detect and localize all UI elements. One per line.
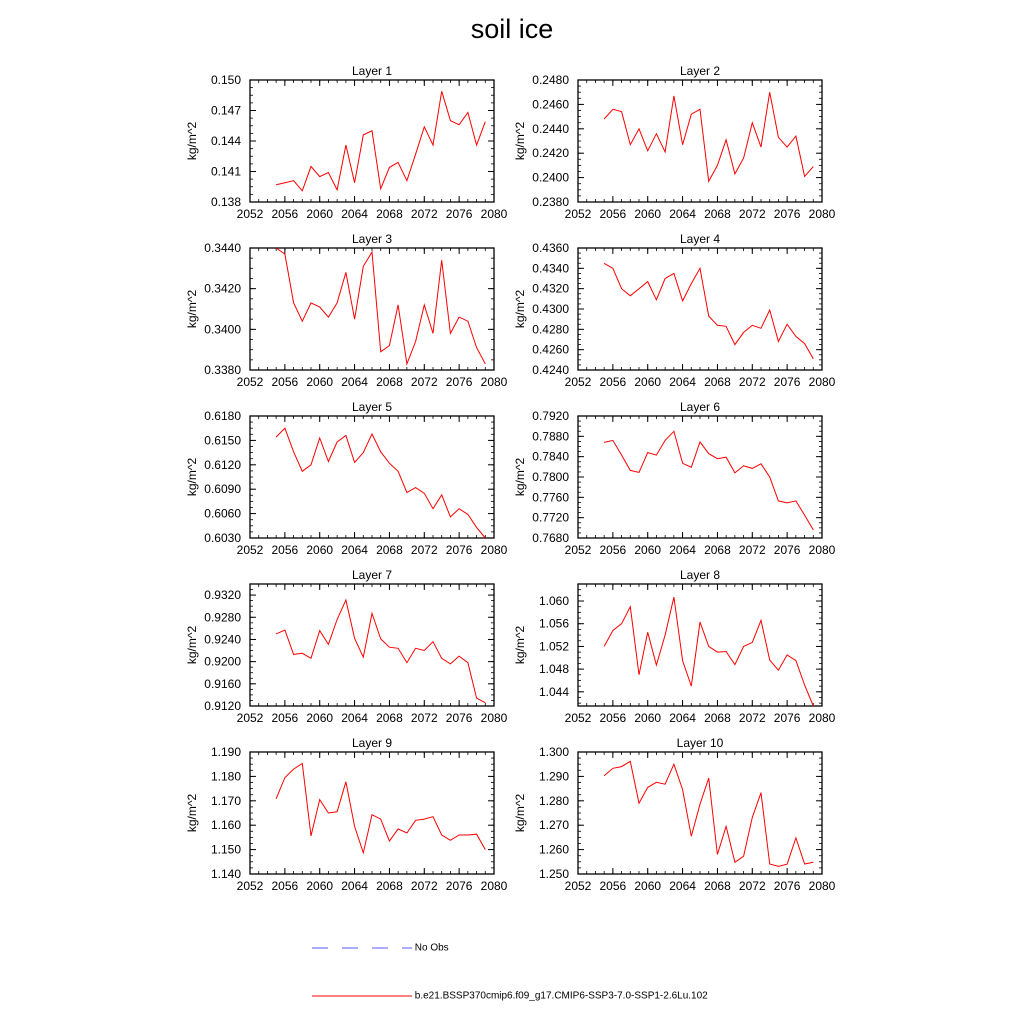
legend-obs-label: No Obs bbox=[414, 942, 449, 954]
y-tick-label: 0.6180 bbox=[204, 409, 241, 423]
y-tick-label: 0.2380 bbox=[532, 195, 569, 209]
x-tick-label: 2052 bbox=[564, 375, 592, 389]
series-line bbox=[604, 431, 813, 530]
y-tick-label: 0.4360 bbox=[532, 241, 569, 255]
y-tick-label: 1.060 bbox=[538, 594, 569, 609]
x-tick-label: 2060 bbox=[306, 207, 334, 221]
plot-frame bbox=[250, 752, 494, 874]
y-axis-label: kg/m^2 bbox=[185, 289, 199, 329]
x-tick-label: 2076 bbox=[445, 375, 473, 389]
x-tick-label: 2064 bbox=[669, 879, 696, 893]
y-tick-label: 0.141 bbox=[210, 164, 241, 179]
y-axis-label: kg/m^2 bbox=[185, 121, 199, 161]
x-tick-label: 2052 bbox=[236, 207, 264, 221]
series-line bbox=[276, 428, 485, 538]
panel-title: Layer 1 bbox=[351, 64, 393, 78]
x-tick-label: 2052 bbox=[236, 543, 264, 557]
y-tick-label: 0.3440 bbox=[204, 241, 241, 255]
x-tick-label: 2068 bbox=[704, 375, 731, 389]
x-tick-label: 2076 bbox=[773, 207, 801, 221]
x-tick-label: 2052 bbox=[564, 543, 592, 557]
x-tick-label: 2064 bbox=[669, 375, 696, 389]
x-tick-label: 2068 bbox=[704, 711, 731, 725]
panel-title: Layer 2 bbox=[679, 64, 721, 78]
x-tick-label: 2068 bbox=[704, 207, 731, 221]
y-tick-label: 0.150 bbox=[210, 73, 241, 87]
x-tick-label: 2068 bbox=[704, 543, 731, 557]
y-axis-label: kg/m^2 bbox=[513, 793, 527, 833]
panel-3 bbox=[185, 232, 508, 389]
y-tick-label: 0.2440 bbox=[532, 121, 569, 136]
x-tick-label: 2080 bbox=[480, 375, 508, 389]
panel-title: Layer 8 bbox=[679, 568, 721, 582]
y-tick-label: 0.9320 bbox=[204, 588, 241, 603]
x-tick-label: 2056 bbox=[599, 207, 627, 221]
y-tick-label: 0.2400 bbox=[532, 170, 569, 185]
x-tick-label: 2064 bbox=[669, 711, 696, 725]
x-tick-label: 2052 bbox=[564, 207, 592, 221]
x-tick-label: 2064 bbox=[341, 375, 368, 389]
y-tick-label: 1.140 bbox=[210, 867, 241, 881]
x-tick-label: 2072 bbox=[738, 711, 766, 725]
series-line bbox=[604, 761, 813, 866]
x-tick-label: 2076 bbox=[773, 711, 801, 725]
y-tick-label: 1.270 bbox=[538, 818, 569, 833]
y-axis-label: kg/m^2 bbox=[185, 457, 199, 497]
panel-6 bbox=[513, 400, 836, 557]
y-tick-label: 1.260 bbox=[538, 842, 569, 857]
plot-frame bbox=[578, 584, 822, 706]
x-tick-label: 2076 bbox=[773, 375, 801, 389]
y-tick-label: 0.144 bbox=[210, 134, 241, 148]
x-tick-label: 2056 bbox=[271, 711, 299, 725]
y-tick-label: 1.290 bbox=[538, 769, 569, 784]
y-tick-label: 1.250 bbox=[538, 867, 569, 881]
y-tick-label: 0.4300 bbox=[532, 302, 569, 316]
figure-title: soil ice bbox=[470, 14, 554, 44]
x-tick-label: 2056 bbox=[599, 711, 627, 725]
x-tick-label: 2060 bbox=[634, 879, 662, 893]
x-tick-label: 2060 bbox=[306, 543, 334, 557]
plot-frame bbox=[578, 248, 822, 370]
plot-frame bbox=[578, 416, 822, 538]
x-tick-label: 2080 bbox=[808, 711, 836, 725]
x-tick-label: 2068 bbox=[376, 711, 403, 725]
x-tick-label: 2064 bbox=[669, 543, 696, 557]
x-tick-label: 2064 bbox=[341, 543, 368, 557]
legend-obs-line bbox=[312, 942, 412, 954]
plot-frame bbox=[578, 752, 822, 874]
x-tick-label: 2076 bbox=[445, 543, 473, 557]
panel-5 bbox=[185, 400, 508, 557]
y-tick-label: 1.190 bbox=[210, 745, 241, 759]
x-tick-label: 2060 bbox=[634, 543, 662, 557]
panel-2 bbox=[513, 64, 836, 221]
x-tick-label: 2080 bbox=[808, 207, 836, 221]
x-tick-label: 2076 bbox=[445, 879, 473, 893]
series-line bbox=[604, 597, 813, 706]
y-axis-label: kg/m^2 bbox=[513, 457, 527, 497]
y-tick-label: 0.6060 bbox=[204, 506, 241, 521]
y-axis-label: kg/m^2 bbox=[513, 289, 527, 329]
y-axis-label: kg/m^2 bbox=[185, 625, 199, 665]
y-tick-label: 0.4320 bbox=[532, 281, 569, 296]
panel-9 bbox=[185, 736, 508, 893]
x-tick-label: 2072 bbox=[410, 711, 438, 725]
x-tick-label: 2068 bbox=[704, 879, 731, 893]
y-tick-label: 0.9160 bbox=[204, 676, 241, 691]
y-tick-label: 0.6030 bbox=[204, 531, 241, 545]
x-tick-label: 2080 bbox=[480, 879, 508, 893]
series-line bbox=[276, 248, 485, 364]
panel-title: Layer 9 bbox=[351, 736, 393, 750]
x-tick-label: 2080 bbox=[480, 207, 508, 221]
x-tick-label: 2072 bbox=[410, 375, 438, 389]
panel-4 bbox=[513, 232, 836, 389]
panel-title: Layer 10 bbox=[676, 736, 724, 750]
x-tick-label: 2056 bbox=[271, 543, 299, 557]
x-tick-label: 2072 bbox=[738, 543, 766, 557]
x-tick-label: 2072 bbox=[410, 879, 438, 893]
y-tick-label: 1.052 bbox=[538, 639, 569, 654]
x-tick-label: 2056 bbox=[599, 375, 627, 389]
x-tick-label: 2056 bbox=[271, 879, 299, 893]
y-tick-label: 0.7880 bbox=[532, 429, 569, 444]
x-tick-label: 2068 bbox=[376, 879, 403, 893]
x-tick-label: 2072 bbox=[738, 207, 766, 221]
x-tick-label: 2076 bbox=[445, 207, 473, 221]
x-tick-label: 2076 bbox=[773, 879, 801, 893]
y-tick-label: 1.170 bbox=[210, 793, 241, 808]
y-tick-label: 0.7840 bbox=[532, 449, 569, 464]
y-tick-label: 0.7800 bbox=[532, 470, 569, 484]
y-tick-label: 0.4280 bbox=[532, 322, 569, 337]
y-tick-label: 0.9280 bbox=[204, 610, 241, 625]
series-line bbox=[604, 92, 813, 181]
y-tick-label: 0.3400 bbox=[204, 322, 241, 337]
series-line bbox=[604, 263, 813, 359]
x-tick-label: 2052 bbox=[236, 879, 264, 893]
y-tick-label: 0.6150 bbox=[204, 433, 241, 448]
y-tick-label: 1.056 bbox=[538, 616, 569, 631]
panel-10 bbox=[513, 736, 836, 893]
y-tick-label: 0.6090 bbox=[204, 482, 241, 497]
y-tick-label: 0.4340 bbox=[532, 261, 569, 276]
y-tick-label: 0.2460 bbox=[532, 97, 569, 112]
panel-1 bbox=[185, 64, 508, 221]
x-tick-label: 2076 bbox=[773, 543, 801, 557]
x-tick-label: 2068 bbox=[376, 543, 403, 557]
y-tick-label: 0.7720 bbox=[532, 510, 569, 525]
y-tick-label: 0.4260 bbox=[532, 342, 569, 357]
y-tick-label: 0.7920 bbox=[532, 409, 569, 423]
x-tick-label: 2052 bbox=[564, 879, 592, 893]
panel-title: Layer 3 bbox=[351, 232, 393, 246]
panel-8 bbox=[513, 568, 836, 725]
legend-model-label: b.e21.BSSP370cmip6.f09_g17.CMIP6-SSP3-7.0-SSP1-2.6Lu.102 bbox=[414, 990, 708, 1002]
x-tick-label: 2060 bbox=[634, 207, 662, 221]
y-tick-label: 0.4240 bbox=[532, 363, 569, 377]
legend-obs bbox=[312, 942, 449, 954]
x-tick-label: 2060 bbox=[634, 375, 662, 389]
y-tick-label: 0.147 bbox=[210, 103, 241, 118]
y-tick-label: 0.9120 bbox=[204, 699, 241, 713]
x-tick-label: 2072 bbox=[410, 543, 438, 557]
x-tick-label: 2072 bbox=[738, 375, 766, 389]
panel-7 bbox=[185, 568, 508, 725]
legend-model-line bbox=[312, 990, 412, 1002]
y-tick-label: 0.6120 bbox=[204, 457, 241, 472]
x-tick-label: 2072 bbox=[738, 879, 766, 893]
x-tick-label: 2056 bbox=[271, 375, 299, 389]
x-tick-label: 2056 bbox=[599, 543, 627, 557]
y-tick-label: 1.048 bbox=[538, 662, 569, 677]
y-tick-label: 1.280 bbox=[538, 793, 569, 808]
x-tick-label: 2076 bbox=[445, 711, 473, 725]
plot-frame bbox=[250, 584, 494, 706]
y-tick-label: 1.180 bbox=[210, 769, 241, 784]
x-tick-label: 2068 bbox=[376, 207, 403, 221]
y-axis-label: kg/m^2 bbox=[513, 121, 527, 161]
y-tick-label: 1.044 bbox=[538, 684, 569, 699]
x-tick-label: 2056 bbox=[271, 207, 299, 221]
panel-title: Layer 7 bbox=[351, 568, 393, 582]
x-tick-label: 2080 bbox=[480, 711, 508, 725]
x-tick-label: 2072 bbox=[410, 207, 438, 221]
y-tick-label: 1.300 bbox=[538, 745, 569, 759]
y-tick-label: 1.150 bbox=[210, 842, 241, 857]
x-tick-label: 2060 bbox=[634, 711, 662, 725]
y-tick-label: 0.3380 bbox=[204, 363, 241, 377]
y-axis-label: kg/m^2 bbox=[513, 625, 527, 665]
series-line bbox=[276, 600, 485, 703]
legend-model bbox=[312, 990, 708, 1002]
plot-frame bbox=[578, 80, 822, 202]
y-tick-label: 0.9200 bbox=[204, 654, 241, 669]
x-tick-label: 2052 bbox=[236, 375, 264, 389]
plot-frame bbox=[250, 80, 494, 202]
y-tick-label: 0.7760 bbox=[532, 490, 569, 505]
x-tick-label: 2080 bbox=[808, 879, 836, 893]
y-axis-label: kg/m^2 bbox=[185, 793, 199, 833]
y-tick-label: 0.3420 bbox=[204, 281, 241, 296]
y-tick-label: 0.7680 bbox=[532, 531, 569, 545]
x-tick-label: 2080 bbox=[808, 543, 836, 557]
x-tick-label: 2080 bbox=[480, 543, 508, 557]
y-tick-label: 0.9240 bbox=[204, 632, 241, 647]
x-tick-label: 2056 bbox=[599, 879, 627, 893]
y-tick-label: 0.138 bbox=[210, 195, 241, 209]
x-tick-label: 2064 bbox=[341, 879, 368, 893]
series-line bbox=[276, 91, 485, 191]
x-tick-label: 2052 bbox=[236, 711, 264, 725]
x-tick-label: 2064 bbox=[669, 207, 696, 221]
x-tick-label: 2060 bbox=[306, 711, 334, 725]
y-tick-label: 0.2420 bbox=[532, 146, 569, 161]
panel-title: Layer 5 bbox=[351, 400, 393, 414]
x-tick-label: 2080 bbox=[808, 375, 836, 389]
y-tick-label: 0.2480 bbox=[532, 73, 569, 87]
x-tick-label: 2060 bbox=[306, 879, 334, 893]
series-line bbox=[276, 764, 485, 853]
panel-title: Layer 4 bbox=[679, 232, 721, 246]
x-tick-label: 2052 bbox=[564, 711, 592, 725]
x-tick-label: 2064 bbox=[341, 207, 368, 221]
x-tick-label: 2060 bbox=[306, 375, 334, 389]
panel-title: Layer 6 bbox=[679, 400, 721, 414]
x-tick-label: 2064 bbox=[341, 711, 368, 725]
y-tick-label: 1.160 bbox=[210, 818, 241, 833]
x-tick-label: 2068 bbox=[376, 375, 403, 389]
